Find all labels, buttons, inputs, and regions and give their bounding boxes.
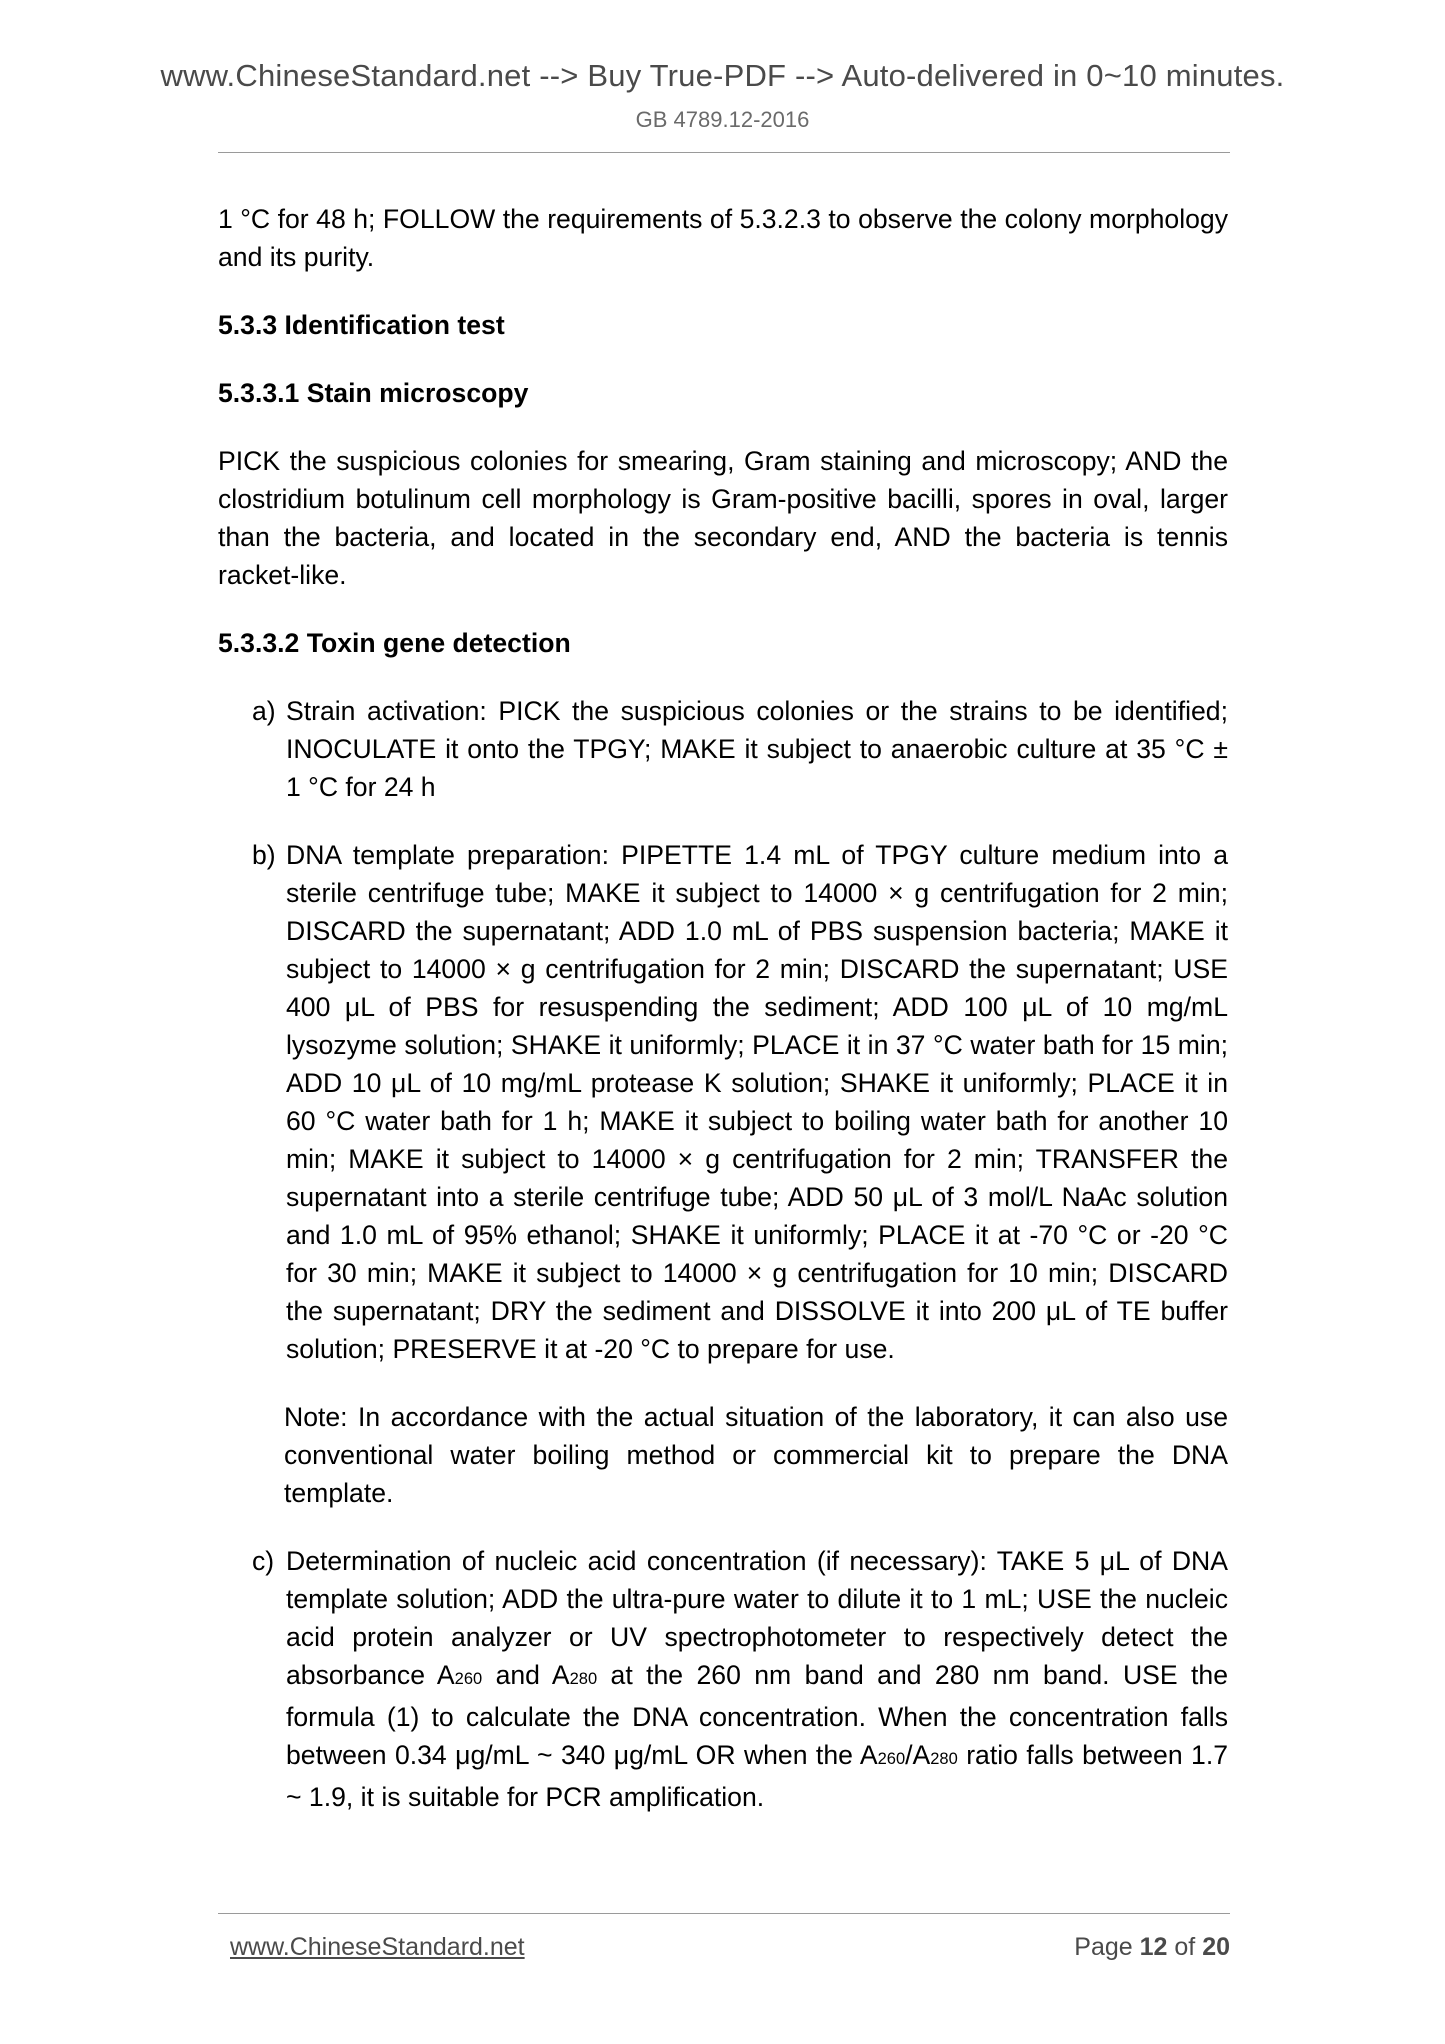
item-c-text-part2: at the 260 nm band and 280 nm band. USE the formula (1) to calculate the DNA concentration. When the concentration falls between 0.34 μg/mL ~ 340 μg/mL OR when the bbox=[286, 1660, 1229, 1770]
item-c-text-part1: Determination of nucleic acid concentration (if necessary): TAKE 5 μL of DNA template solution; ADD the ultra-pure water to dilute it to 1 mL; USE the nucleic acid protein analyzer or UV spectrophotometer to respectively detect the absorbance bbox=[286, 1546, 1228, 1690]
document-body bbox=[218, 200, 1228, 1816]
standard-code: GB 4789.12-2016 bbox=[635, 107, 810, 132]
ratio-a260-a280: A260/A280 bbox=[859, 1740, 958, 1770]
list-item-label: b) bbox=[252, 840, 276, 870]
current-page: 12 bbox=[1139, 1933, 1168, 1961]
list-item-c bbox=[252, 1542, 1228, 1816]
list-item-text: Determination of nucleic acid concentration (if necessary): TAKE 5 μL of DNA template solution; ADD the ultra-pure water to dilute it to 1 mL; USE the nucleic acid protein analyzer or UV spectrophotometer to respectively detect the absorbance A260 and A280 at the 260 nm band and 280 nm band. USE the formula (1) to calculate the DNA concentration. When the concentration falls between 0.34 μg/mL ~ 340 μg/mL OR when the A260/A280 ratio falls between 1.7 ~ 1.9, it is suitable for PCR amplification. bbox=[286, 1546, 1229, 1812]
list-item-b bbox=[252, 836, 1228, 1368]
section-heading-5-3-3: 5.3.3 Identification test bbox=[218, 310, 505, 340]
absorbance-a280: A280 bbox=[551, 1660, 598, 1690]
section-heading-5-3-3-2: 5.3.3.2 Toxin gene detection bbox=[218, 628, 571, 658]
item-c-text-part3: ratio falls between 1.7 ~ 1.9, it is suitable for PCR amplification. bbox=[286, 1740, 1228, 1812]
footer-link[interactable]: www.ChineseStandard.net bbox=[230, 1933, 525, 1961]
list-item-a bbox=[252, 692, 1228, 806]
list-item-label: c) bbox=[252, 1546, 275, 1576]
header-divider bbox=[218, 152, 1230, 153]
note-paragraph: Note: In accordance with the actual situation of the laboratory, it can also use conventional water boiling method or commercial kit to prepare the DNA template. bbox=[284, 1402, 1228, 1508]
absorbance-a260: A260 bbox=[436, 1660, 483, 1690]
page-number: Page 12 of 20 bbox=[1074, 1933, 1230, 1961]
continued-paragraph: 1 °C for 48 h; FOLLOW the requirements of 5.3.2.3 to observe the colony morphology and its purity. bbox=[218, 204, 1228, 272]
list-item-text: DNA template preparation: PIPETTE 1.4 mL of TPGY culture medium into a sterile centrifuge tube; MAKE it subject to 14000 × g centrifugation for 2 min; DISCARD the supernatant; ADD 1.0 mL of PBS suspension bacteria; MAKE it subject to 14000 × g centrifugation for 2 min; DISCARD the supernatant; USE 400 μL of PBS for resuspending the sediment; ADD 100 μL of 10 mg/mL lysozyme solution; SHAKE it uniformly; PLACE it in 37 °C water bath for 15 min; ADD 10 μL of 10 mg/mL protease K solution; SHAKE it uniformly; PLACE it in 60 °C water bath for 1 h; MAKE it subject to boiling water bath for another 10 min; MAKE it subject to 14000 × g centrifugation for 2 min; TRANSFER the supernatant into a sterile centrifuge tube; ADD 50 μL of 3 mol/L NaAc solution and 1.0 mL of 95% ethanol; SHAKE it uniformly; PLACE it at -70 °C or -20 °C for 30 min; MAKE it subject to 14000 × g centrifugation for 10 min; DISCARD the supernatant; DRY the sediment and DISSOLVE it into 200 μL of TE buffer solution; PRESERVE it at -20 °C to prepare for use. bbox=[286, 840, 1228, 1364]
list-item-label: a) bbox=[252, 696, 276, 726]
header-banner[interactable]: www.ChineseStandard.net --> Buy True-PDF --> Auto-delivered in 0~10 minutes. bbox=[160, 58, 1285, 93]
footer-divider bbox=[218, 1913, 1230, 1914]
stain-microscopy-paragraph: PICK the suspicious colonies for smearing, Gram staining and microscopy; AND the clostridium botulinum cell morphology is Gram-positive bacilli, spores in oval, larger than the bacteria, and located in the secondary end, AND the bacteria is tennis racket-like. bbox=[218, 446, 1228, 590]
total-pages: 20 bbox=[1202, 1933, 1230, 1961]
section-heading-5-3-3-1: 5.3.3.1 Stain microscopy bbox=[218, 378, 529, 408]
list-item-text: Strain activation: PICK the suspicious colonies or the strains to be identified; INOCULATE it onto the TPGY; MAKE it subject to anaerobic culture at 35 °C ± 1 °C for 24 h bbox=[286, 696, 1228, 802]
